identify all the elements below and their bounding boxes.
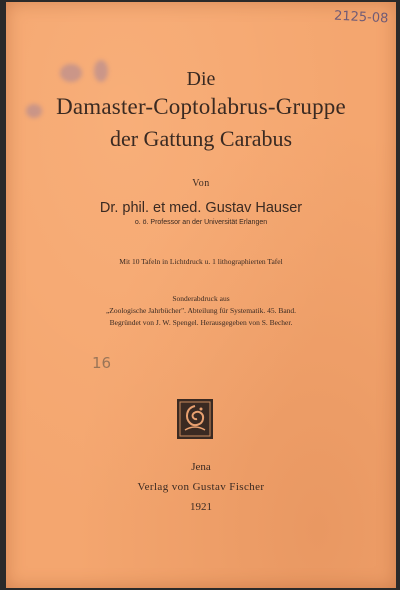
author-affiliation: o. ö. Professor an der Universität Erlangen — [134, 219, 268, 226]
imprint-year: 1921 — [190, 501, 212, 513]
handwritten-catalog-note: 2125-08 — [333, 8, 389, 27]
plates-note: Mit 10 Tafeln in Lichtdruck u. 1 lithographierten Tafel — [119, 257, 283, 266]
imprint-publisher: Verlag von Gustav Fischer — [137, 481, 265, 493]
author-name: Dr. phil. et med. Gustav Hauser — [99, 200, 303, 216]
title-line-3: der Gattung Carabus — [109, 126, 293, 151]
pencil-mark: 16 — [92, 354, 112, 372]
imprint-city: Jena — [191, 461, 211, 473]
title-line-1: Die — [186, 68, 216, 90]
reprint-line-2: „Zoologische Jahrbücher". Abteilung für Systematik. 45. Band. — [105, 306, 297, 315]
byline-von: Von — [192, 178, 210, 189]
publisher-emblem-icon — [176, 398, 214, 440]
reprint-line-1: Sonderabdruck aus — [172, 294, 230, 303]
title-line-2: Damaster-Coptolabrus-Gruppe — [56, 94, 346, 119]
reprint-line-3: Begründet von J. W. Spengel. Herausgegeben von S. Becher. — [109, 318, 293, 327]
book-cover — [6, 2, 396, 588]
